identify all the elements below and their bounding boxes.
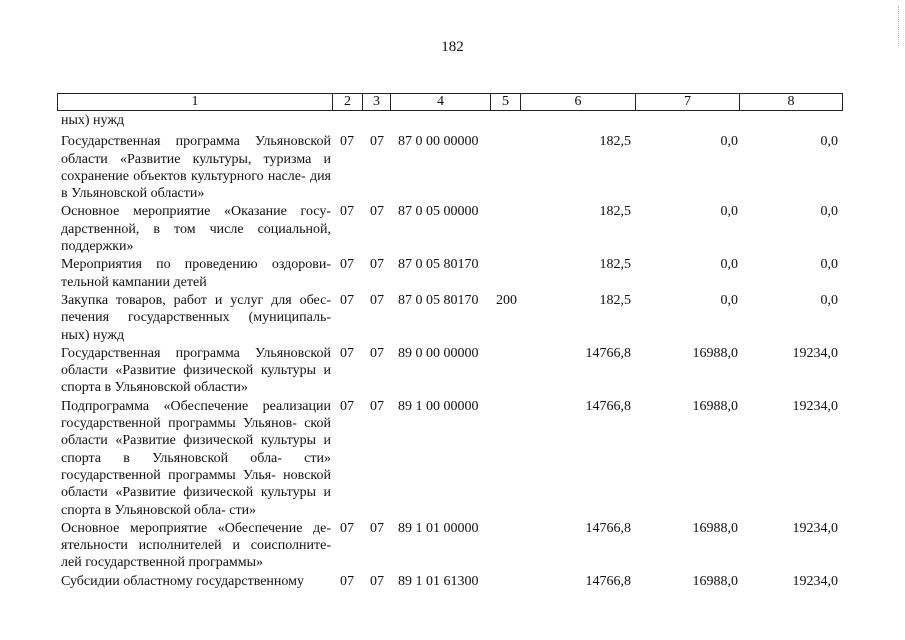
- amount-col-6: 14766,8: [585, 520, 631, 536]
- section-code: 07: [340, 292, 354, 308]
- header-col-2: 2: [333, 94, 363, 111]
- section-code: 07: [340, 345, 354, 361]
- amount-col-6: 14766,8: [585, 398, 631, 414]
- header-col-6: 6: [521, 94, 636, 111]
- row-description: Основное мероприятие «Обеспечение де- ятельности исполнителей и соисполните- лей государственной программы»: [61, 520, 331, 571]
- table-row: [57, 398, 842, 519]
- subsection-code: 07: [370, 398, 384, 414]
- table-row: [57, 256, 842, 291]
- column-header-row: [57, 93, 843, 111]
- amount-col-8: 19234,0: [792, 573, 838, 589]
- table-row: [57, 112, 842, 129]
- target-article-code: 87 0 00 00000: [398, 134, 479, 150]
- row-description: Государственная программа Ульяновской области «Развитие физической культуры и спорта в Ульяновской области»: [61, 345, 331, 396]
- amount-col-6: 182,5: [599, 134, 631, 150]
- section-code: 07: [340, 520, 354, 536]
- row-description: ных) нужд: [61, 113, 125, 128]
- amount-col-8: 0,0: [820, 204, 838, 220]
- subsection-code: 07: [370, 520, 384, 536]
- row-description: Субсидии областному государственному: [61, 573, 305, 589]
- target-article-code: 87 0 05 80170: [398, 257, 479, 273]
- amount-col-7: 0,0: [720, 292, 738, 308]
- row-description: Государственная программа Ульяновской области «Развитие культуры, туризма и сохранение объектов культурного насле- дия в Ульяновской области»: [61, 134, 331, 202]
- amount-col-7: 16988,0: [692, 398, 738, 414]
- amount-col-7: 16988,0: [692, 573, 738, 589]
- target-article-code: 89 1 00 00000: [398, 398, 479, 414]
- table-row: [57, 292, 842, 344]
- subsection-code: 07: [370, 134, 384, 150]
- section-code: 07: [340, 257, 354, 273]
- amount-col-6: 14766,8: [585, 345, 631, 361]
- amount-col-8: 0,0: [820, 134, 838, 150]
- amount-col-7: 0,0: [720, 257, 738, 273]
- section-code: 07: [340, 204, 354, 220]
- section-code: 07: [340, 573, 354, 589]
- amount-col-8: 19234,0: [792, 345, 838, 361]
- amount-col-8: 19234,0: [792, 520, 838, 536]
- amount-col-7: 0,0: [720, 204, 738, 220]
- table-row: [57, 345, 842, 397]
- amount-col-8: 0,0: [820, 292, 838, 308]
- amount-col-7: 16988,0: [692, 345, 738, 361]
- target-article-code: 89 1 01 00000: [398, 520, 479, 536]
- header-col-4: 4: [391, 94, 491, 111]
- header-col-3: 3: [363, 94, 391, 111]
- subsection-code: 07: [370, 204, 384, 220]
- target-article-code: 87 0 05 80170: [398, 292, 479, 308]
- subsection-code: 07: [370, 292, 384, 308]
- amount-col-8: 19234,0: [792, 398, 838, 414]
- amount-col-6: 14766,8: [585, 573, 631, 589]
- amount-col-8: 0,0: [820, 257, 838, 273]
- section-code: 07: [340, 134, 354, 150]
- table-row: [57, 203, 842, 255]
- row-description: Подпрограмма «Обеспечение реализации государственной программы Ульянов- ской области «Развитие физической культуры и спорта в Ульяновской обла- сти» государственной программы Улья- новской области «Развитие физической культуры и спорта в Ульяновской обла- сти»: [61, 398, 331, 518]
- table-row: [57, 520, 842, 572]
- row-description: Основное мероприятие «Оказание госу- дарственной, в том числе социальной, поддержки»: [61, 204, 331, 255]
- table-row: [57, 133, 842, 202]
- target-article-code: 87 0 05 00000: [398, 204, 479, 220]
- header-col-5: 5: [491, 94, 521, 111]
- amount-col-7: 16988,0: [692, 520, 738, 536]
- target-article-code: 89 0 00 00000: [398, 345, 479, 361]
- row-description: Закупка товаров, работ и услуг для обес- печения государственных (муниципаль- ных) нужд: [61, 292, 331, 343]
- section-code: 07: [340, 398, 354, 414]
- page-number: 182: [441, 39, 464, 55]
- target-article-code: 89 1 01 61300: [398, 573, 479, 589]
- amount-col-6: 182,5: [599, 257, 631, 273]
- row-description: Мероприятия по проведению оздорови- тельной кампании детей: [61, 257, 331, 290]
- amount-col-6: 182,5: [599, 292, 631, 308]
- subsection-code: 07: [370, 257, 384, 273]
- subsection-code: 07: [370, 573, 384, 589]
- header-col-1: 1: [58, 94, 333, 111]
- amount-col-6: 182,5: [599, 204, 631, 220]
- table-row: [57, 573, 842, 590]
- header-col-8: 8: [740, 94, 843, 111]
- expense-type-code: 200: [496, 292, 517, 308]
- amount-col-7: 0,0: [720, 134, 738, 150]
- header-col-7: 7: [636, 94, 740, 111]
- budget-table-body: [57, 112, 842, 590]
- subsection-code: 07: [370, 345, 384, 361]
